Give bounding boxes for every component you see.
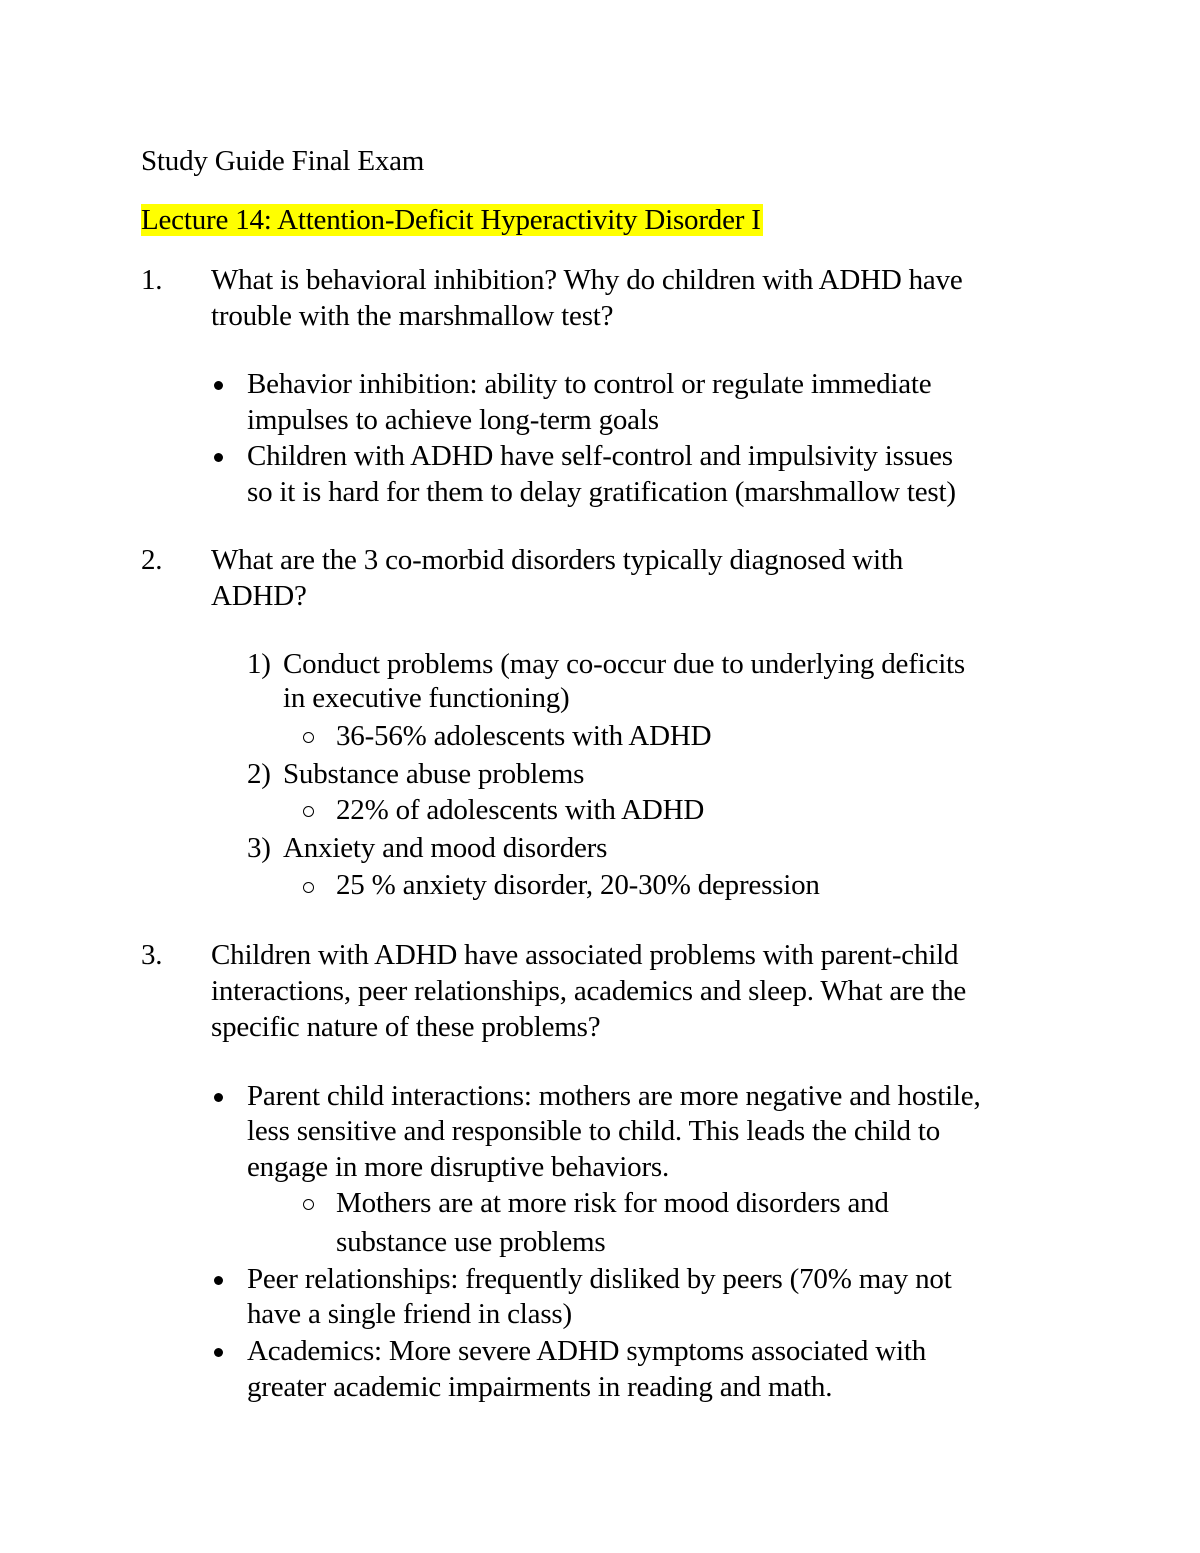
q2-text-line2: ADHD?: [211, 580, 307, 612]
circle-bullet-icon: [303, 882, 314, 893]
bullet-icon: [214, 1276, 223, 1285]
circle-bullet-icon: [303, 1199, 314, 1210]
q3-number: 3.: [141, 939, 163, 971]
q2-item1-sub: 36-56% adolescents with ADHD: [336, 720, 712, 752]
q3-bullet1-sub-line1: Mothers are at more risk for mood disorders and: [336, 1187, 889, 1219]
q2-item1-line1: Conduct problems (may co-occur due to underlying deficits: [283, 648, 965, 680]
lecture-heading-text: Lecture 14: Attention-Deficit Hyperactivity Disorder I: [141, 204, 761, 236]
bullet-icon: [214, 1093, 223, 1102]
circle-bullet-icon: [303, 732, 314, 743]
q2-item2-line1: Substance abuse problems: [283, 758, 585, 790]
q1-bullet1-line1: Behavior inhibition: ability to control or regulate immediate: [247, 368, 932, 400]
q2-item1-line2: in executive functioning): [283, 682, 570, 714]
q3-bullet3-line2: greater academic impairments in reading and math.: [247, 1371, 833, 1403]
q2-text-line1: What are the 3 co-morbid disorders typically diagnosed with: [211, 544, 904, 576]
q3-bullet2-line2: have a single friend in class): [247, 1298, 572, 1330]
q1-text-line2: trouble with the marshmallow test?: [211, 300, 614, 332]
q2-item3-sub: 25 % anxiety disorder, 20-30% depression: [336, 869, 820, 901]
q1-number: 1.: [141, 264, 163, 296]
q3-bullet3-line1: Academics: More severe ADHD symptoms associated with: [247, 1335, 927, 1367]
q3-text-line2: interactions, peer relationships, academics and sleep. What are the: [211, 975, 967, 1007]
q2-item2-sub: 22% of adolescents with ADHD: [336, 794, 705, 826]
bullet-icon: [214, 453, 223, 462]
q1-bullet1-line2: impulses to achieve long-term goals: [247, 404, 659, 436]
bullet-icon: [214, 381, 223, 390]
q2-item3-number: 3): [247, 832, 271, 864]
bullet-icon: [214, 1348, 223, 1357]
q2-item1-number: 1): [247, 648, 271, 680]
circle-bullet-icon: [303, 806, 314, 817]
q3-text-line1: Children with ADHD have associated problems with parent-child: [211, 939, 959, 971]
q3-text-line3: specific nature of these problems?: [211, 1011, 601, 1043]
q2-number: 2.: [141, 544, 163, 576]
q1-text-line1: What is behavioral inhibition? Why do children with ADHD have: [211, 264, 963, 296]
q3-bullet1-sub-line2: substance use problems: [336, 1226, 606, 1258]
q3-bullet1-line2: less sensitive and responsible to child. This leads the child to: [247, 1115, 941, 1147]
lecture-heading: [141, 202, 763, 238]
q1-bullet2-line1: Children with ADHD have self-control and impulsivity issues: [247, 440, 953, 472]
q3-bullet1-line3: engage in more disruptive behaviors.: [247, 1151, 670, 1183]
q3-bullet1-line1: Parent child interactions: mothers are more negative and hostile,: [247, 1080, 981, 1112]
q1-bullet2-line2: so it is hard for them to delay gratification (marshmallow test): [247, 476, 956, 508]
q3-bullet2-line1: Peer relationships: frequently disliked by peers (70% may not: [247, 1263, 952, 1295]
q2-item2-number: 2): [247, 758, 271, 790]
doc-title: Study Guide Final Exam: [141, 145, 425, 177]
q2-item3-line1: Anxiety and mood disorders: [283, 832, 608, 864]
